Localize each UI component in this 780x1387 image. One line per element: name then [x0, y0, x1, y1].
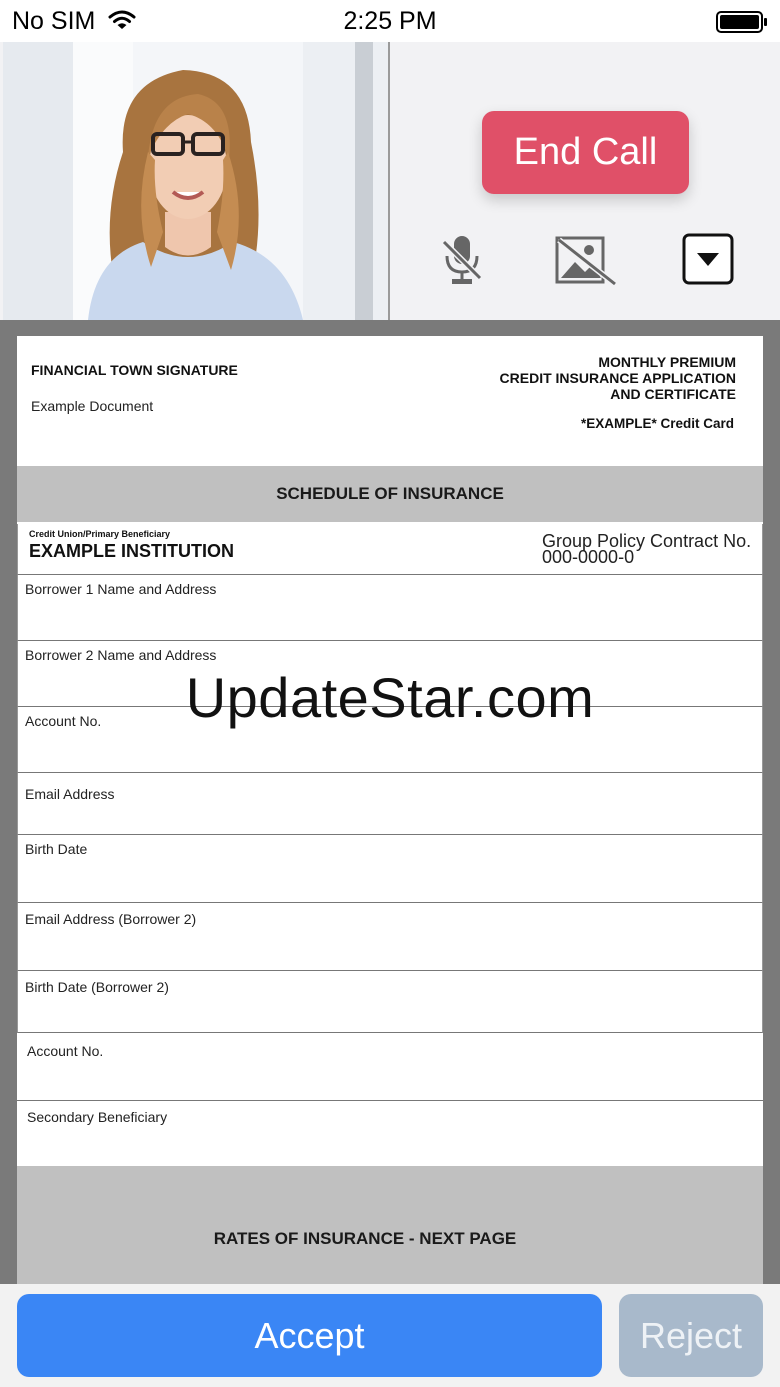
field-email-borrower2[interactable] — [17, 902, 763, 970]
policy-label: Group Policy Contract No. — [542, 531, 752, 551]
field-borrower1[interactable] — [17, 574, 763, 640]
institution-row — [17, 524, 763, 576]
field-label: Secondary Beneficiary — [27, 1109, 168, 1125]
document-viewer[interactable] — [0, 320, 780, 1284]
field-label: Borrower 1 Name and Address — [25, 581, 217, 597]
dropdown-icon[interactable] — [682, 233, 734, 290]
field-label: Birth Date — [25, 841, 88, 857]
status-bar — [0, 0, 780, 42]
watermark-text: UpdateStar.com — [185, 666, 595, 729]
carrier-label: No SIM — [12, 7, 96, 35]
rates-title: RATES OF INSURANCE - NEXT PAGE — [17, 1166, 763, 1284]
doc-header-line1: MONTHLY PREMIUM — [598, 354, 736, 370]
caller-portrait-image — [3, 42, 389, 320]
field-account-no-2[interactable] — [17, 1033, 763, 1100]
insurance-document — [17, 336, 763, 1284]
caller-video — [3, 42, 389, 320]
doc-company-title: FINANCIAL TOWN SIGNATURE — [31, 362, 238, 378]
reject-button[interactable]: Reject — [619, 1294, 763, 1377]
field-email[interactable] — [17, 772, 763, 834]
field-secondary-beneficiary[interactable] — [17, 1100, 763, 1166]
battery-icon — [716, 11, 768, 38]
institution-caption: Credit Union/Primary Beneficiary — [29, 529, 171, 539]
schedule-title: SCHEDULE OF INSURANCE — [17, 466, 763, 522]
clock: 2:25 PM — [343, 7, 437, 35]
field-label: Email Address — [25, 786, 115, 802]
action-bar — [0, 1284, 780, 1387]
field-label: Email Address (Borrower 2) — [25, 911, 197, 927]
end-call-button[interactable]: End Call — [482, 111, 689, 194]
field-label: Birth Date (Borrower 2) — [25, 979, 169, 995]
field-label: Account No. — [27, 1043, 104, 1059]
field-label: Account No. — [25, 713, 102, 729]
doc-header-line2: CREDIT INSURANCE APPLICATION — [499, 370, 736, 386]
video-divider — [388, 42, 390, 320]
policy-number: 000-0000-0 — [542, 547, 635, 567]
video-call-panel — [0, 42, 780, 320]
accept-button[interactable]: Accept — [17, 1294, 602, 1377]
field-birth-date-borrower2[interactable] — [17, 970, 763, 1033]
field-birth-date[interactable] — [17, 834, 763, 902]
doc-subtitle: Example Document — [31, 398, 154, 414]
doc-header-line3: AND CERTIFICATE — [610, 386, 736, 402]
camera-off-icon[interactable] — [553, 232, 619, 293]
doc-card-type: *EXAMPLE* Credit Card — [580, 416, 734, 431]
field-label: Borrower 2 Name and Address — [25, 647, 217, 663]
mic-muted-icon[interactable] — [441, 232, 483, 293]
institution-name: EXAMPLE INSTITUTION — [29, 541, 235, 561]
